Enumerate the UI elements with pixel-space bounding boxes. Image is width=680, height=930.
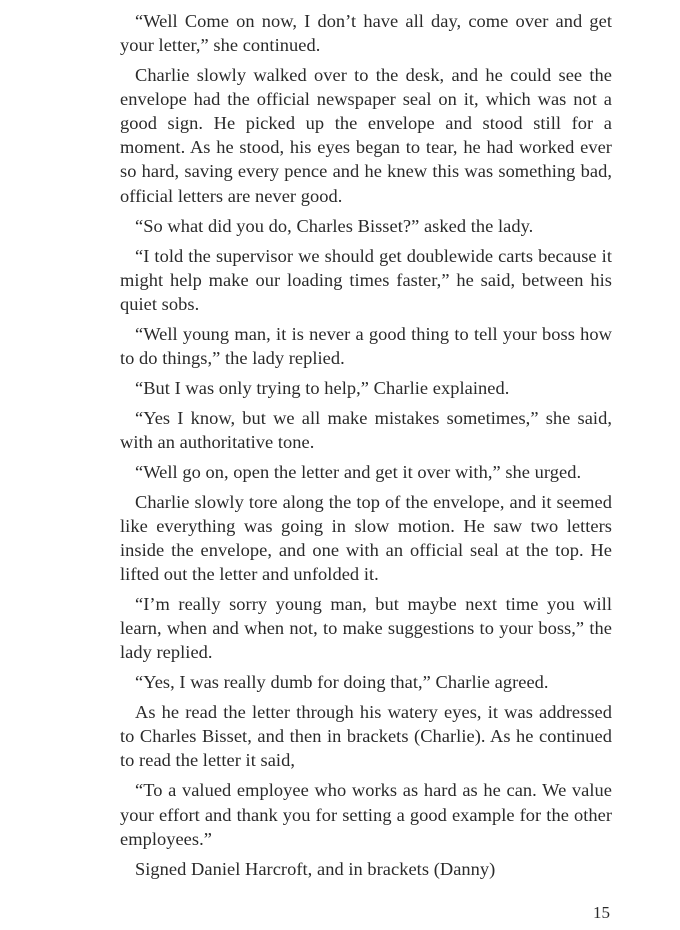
paragraph-4: “I told the supervisor we should get doublewide carts because it might help make our loading times faster,” he said, between his quiet sobs. [120,245,612,314]
paragraph-7: “Yes I know, but we all make mistakes sometimes,” she said, with an authoritative tone. [120,407,612,452]
paragraph-3: “So what did you do, Charles Bisset?” asked the lady. [135,215,534,236]
paragraph-9: Charlie slowly tore along the top of the envelope, and it seemed like everything was going in slow motion. He saw two letters inside the envelope, and one with an official seal at the top. He lifted out the letter and unfolded it. [120,491,612,585]
paragraph-8: “Well go on, open the letter and get it over with,” she urged. [135,461,582,482]
page-number: 15 [593,903,610,922]
paragraph-13: “To a valued employee who works as hard as he can. We value your effort and thank you for setting a good example for the other employees.” [120,780,612,849]
paragraph-14: Signed Daniel Harcroft, and in brackets (Danny) [135,858,496,879]
paragraph-11: “Yes, I was really dumb for doing that,” Charlie agreed. [135,672,549,693]
paragraph-5: “Well young man, it is never a good thing to tell your boss how to do things,” the lady replied. [120,323,612,368]
paragraph-2: Charlie slowly walked over to the desk, and he could see the envelope had the official newspaper seal on it, which was not a good sign. He picked up the envelope and stood still for a moment. As he stood, his eyes began to tear, he had worked ever so hard, saving every pence and he knew this was something bad, official letters are never good. [120,65,612,206]
paragraph-12: As he read the letter through his watery eyes, it was addressed to Charles Bisset, and then in brackets (Charlie). As he continued to read the letter it said, [120,702,612,771]
paragraph-10: “I’m really sorry young man, but maybe next time you will learn, when and when not, to make suggestions to your boss,” the lady replied. [120,594,612,663]
paragraph-1: “Well Come on now, I don’t have all day, come over and get your letter,” she continued. [120,11,612,56]
page-body-text [120,9,612,887]
paragraph-6: “But I was only trying to help,” Charlie explained. [135,377,510,398]
